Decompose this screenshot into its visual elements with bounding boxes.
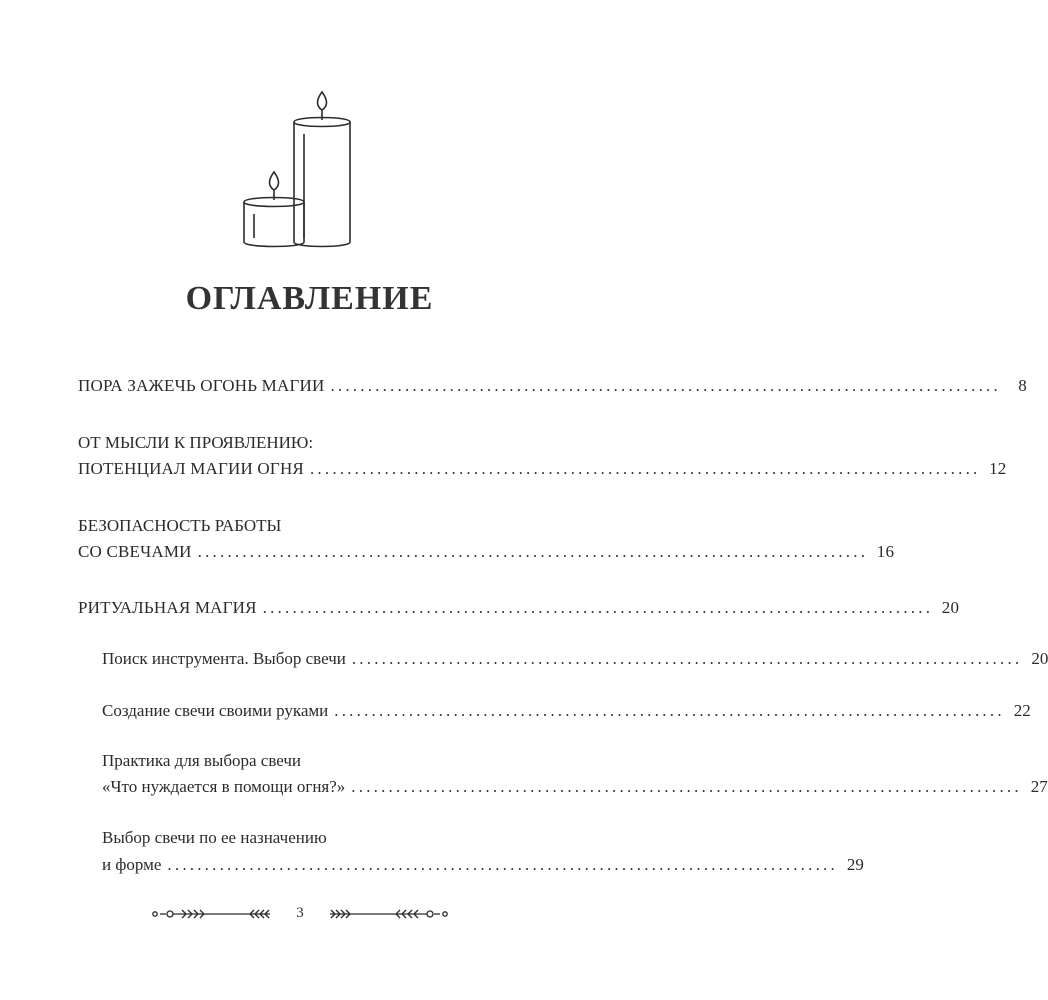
toc-entry-title-line1: ОТ МЫСЛИ К ПРОЯВЛЕНИЮ: (78, 433, 314, 452)
toc-leader-dots: .......................................................................................... (330, 376, 1001, 395)
page-title: ОГЛАВЛЕНИЕ (185, 280, 434, 317)
toc-leader-dots: .......................................................................................... (334, 701, 1005, 720)
toc-entry-title: ПОРА ЗАЖЕЧЬ ОГОНЬ МАГИИ (78, 376, 325, 395)
toc-entry-title-line1: БЕЗОПАСНОСТЬ РАБОТЫ (78, 516, 282, 535)
toc-entry-title-line1: Практика для выбора свечи (102, 751, 302, 770)
toc-entry-page: 22 (1013, 701, 1031, 720)
toc-entry-page: 8 (1018, 376, 1027, 395)
toc-entry[interactable] (102, 647, 1048, 671)
toc-entry[interactable] (78, 457, 1007, 481)
arrow-ornament-icon (325, 904, 450, 924)
toc-entry-title: РИТУАЛЬНАЯ МАГИЯ (78, 598, 257, 617)
toc-entry-title: ПОТЕНЦИАЛ МАГИИ ОГНЯ (78, 459, 304, 478)
toc-leader-dots: .......................................................................................... (262, 598, 934, 617)
page-footer (150, 904, 450, 924)
toc-entry-page: 20 (941, 598, 960, 617)
toc-entry[interactable] (78, 540, 895, 564)
toc-entry[interactable] (78, 374, 1027, 398)
toc-entry-page: 16 (876, 542, 895, 561)
toc-entry[interactable] (102, 775, 1048, 799)
toc-entry-title: СО СВЕЧАМИ (78, 542, 192, 561)
toc-entry[interactable] (102, 853, 864, 877)
toc-entry-title: и форме (102, 855, 162, 874)
page-number: 3 (296, 905, 304, 921)
toc-entry-title: Поиск инструмента. Выбор свечи (102, 649, 346, 668)
toc-leader-dots: .......................................................................................... (167, 855, 838, 874)
toc-entry-page: 12 (989, 459, 1007, 478)
candles-icon (238, 88, 358, 252)
toc-leader-dots: .......................................................................................... (197, 542, 869, 561)
toc-entry-title: «Что нуждается в помощи огня?» (102, 777, 346, 796)
toc-leader-dots: .......................................................................................... (351, 649, 1023, 668)
toc-entry-title-line1: Выбор свечи по ее назначению (102, 828, 327, 847)
toc-leader-dots: .......................................................................................... (309, 459, 981, 478)
toc-entry[interactable] (78, 596, 960, 620)
toc-entry[interactable] (102, 699, 1031, 723)
toc-leader-dots: .......................................................................................... (351, 777, 1022, 796)
toc-entry-title: Создание свечи своими руками (102, 701, 329, 720)
toc-entry-page: 20 (1031, 649, 1048, 668)
toc-entry-page: 27 (1030, 777, 1048, 796)
toc-entry-page: 29 (846, 855, 864, 874)
